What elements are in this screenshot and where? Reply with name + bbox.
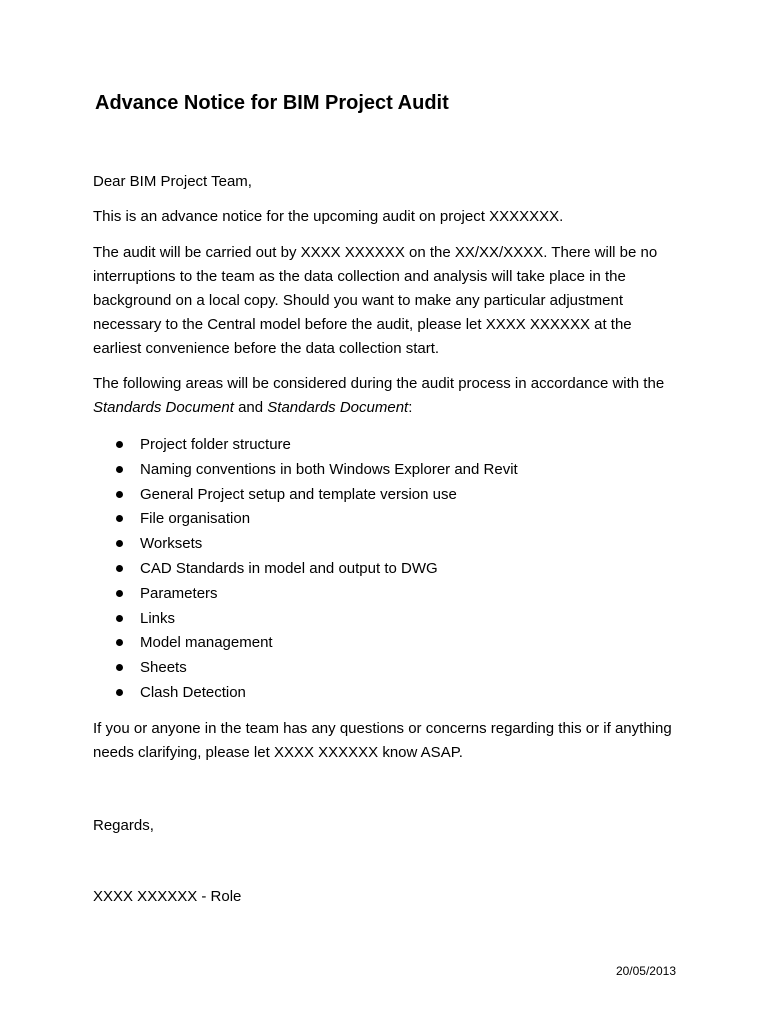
areas-intro-paragraph (93, 372, 683, 420)
bullet-icon (116, 491, 123, 498)
bullet-icon (116, 565, 123, 572)
list-item (93, 656, 683, 681)
bullet-icon (116, 639, 123, 646)
list-item-label: Links (140, 609, 176, 627)
list-item (93, 631, 683, 656)
list-item (93, 607, 683, 632)
areas-intro-text: The following areas will be considered during the audit process in accordance with the (93, 375, 665, 392)
bullet-icon (116, 689, 123, 696)
audit-details-paragraph: The audit will be carried out by XXXX XXXXXX on the XX/XX/XXXX. There will be no interruptions to the team as the data collection and analysis will take place in the background on a local copy. Should you want to make any particular adjustment necessary to the Central model before the audit, please let XXXX XXXXXX at the earliest convenience before the data collection start. (93, 244, 658, 357)
list-item-label: File organisation (140, 510, 251, 528)
list-item (93, 433, 683, 458)
document-title: Advance Notice for BIM Project Audit (95, 92, 449, 114)
bullet-icon (116, 466, 123, 473)
list-item-label: Model management (140, 634, 273, 652)
list-item-label: Worksets (140, 535, 203, 553)
bullet-icon (116, 540, 123, 547)
intro-paragraph: This is an advance notice for the upcoming audit on project XXXXXXX. (93, 208, 564, 225)
closing-paragraph: If you or anyone in the team has any questions or concerns regarding this or if anything needs clarifying, please let XXXX XXXXXX know ASAP. (93, 720, 672, 761)
list-item-label: Naming conventions in both Windows Explorer and Revit (140, 460, 518, 478)
list-item-label: Project folder structure (140, 436, 291, 453)
bullet-icon (116, 590, 123, 597)
list-item-label: Parameters (140, 584, 218, 602)
list-item (93, 483, 683, 508)
bullet-icon (116, 515, 123, 522)
list-item (93, 557, 683, 582)
list-item (93, 458, 683, 483)
list-item (93, 681, 683, 706)
list-item-label: Sheets (140, 659, 187, 677)
bullet-icon (116, 664, 123, 671)
areas-intro-conjunction: and (233, 399, 268, 416)
signature: XXXX XXXXXX - Role (93, 888, 242, 905)
regards: Regards, (93, 817, 154, 834)
list-item (93, 507, 683, 532)
list-item-label: CAD Standards in model and output to DWG (140, 559, 438, 577)
bullet-icon (116, 441, 123, 448)
standards-document-reference: Standards Document (267, 399, 409, 416)
list-item (93, 532, 683, 557)
document-date: 20/05/2013 (615, 964, 676, 978)
standards-document-reference: Standards Document (93, 399, 234, 416)
bullet-icon (116, 615, 123, 622)
list-item-label: General Project setup and template version use (140, 485, 457, 503)
salutation: Dear BIM Project Team, (93, 173, 252, 190)
list-item-label: Clash Detection (140, 683, 246, 701)
list-item (93, 582, 683, 607)
audit-areas-list (93, 433, 683, 706)
areas-intro-colon: : (408, 399, 413, 416)
